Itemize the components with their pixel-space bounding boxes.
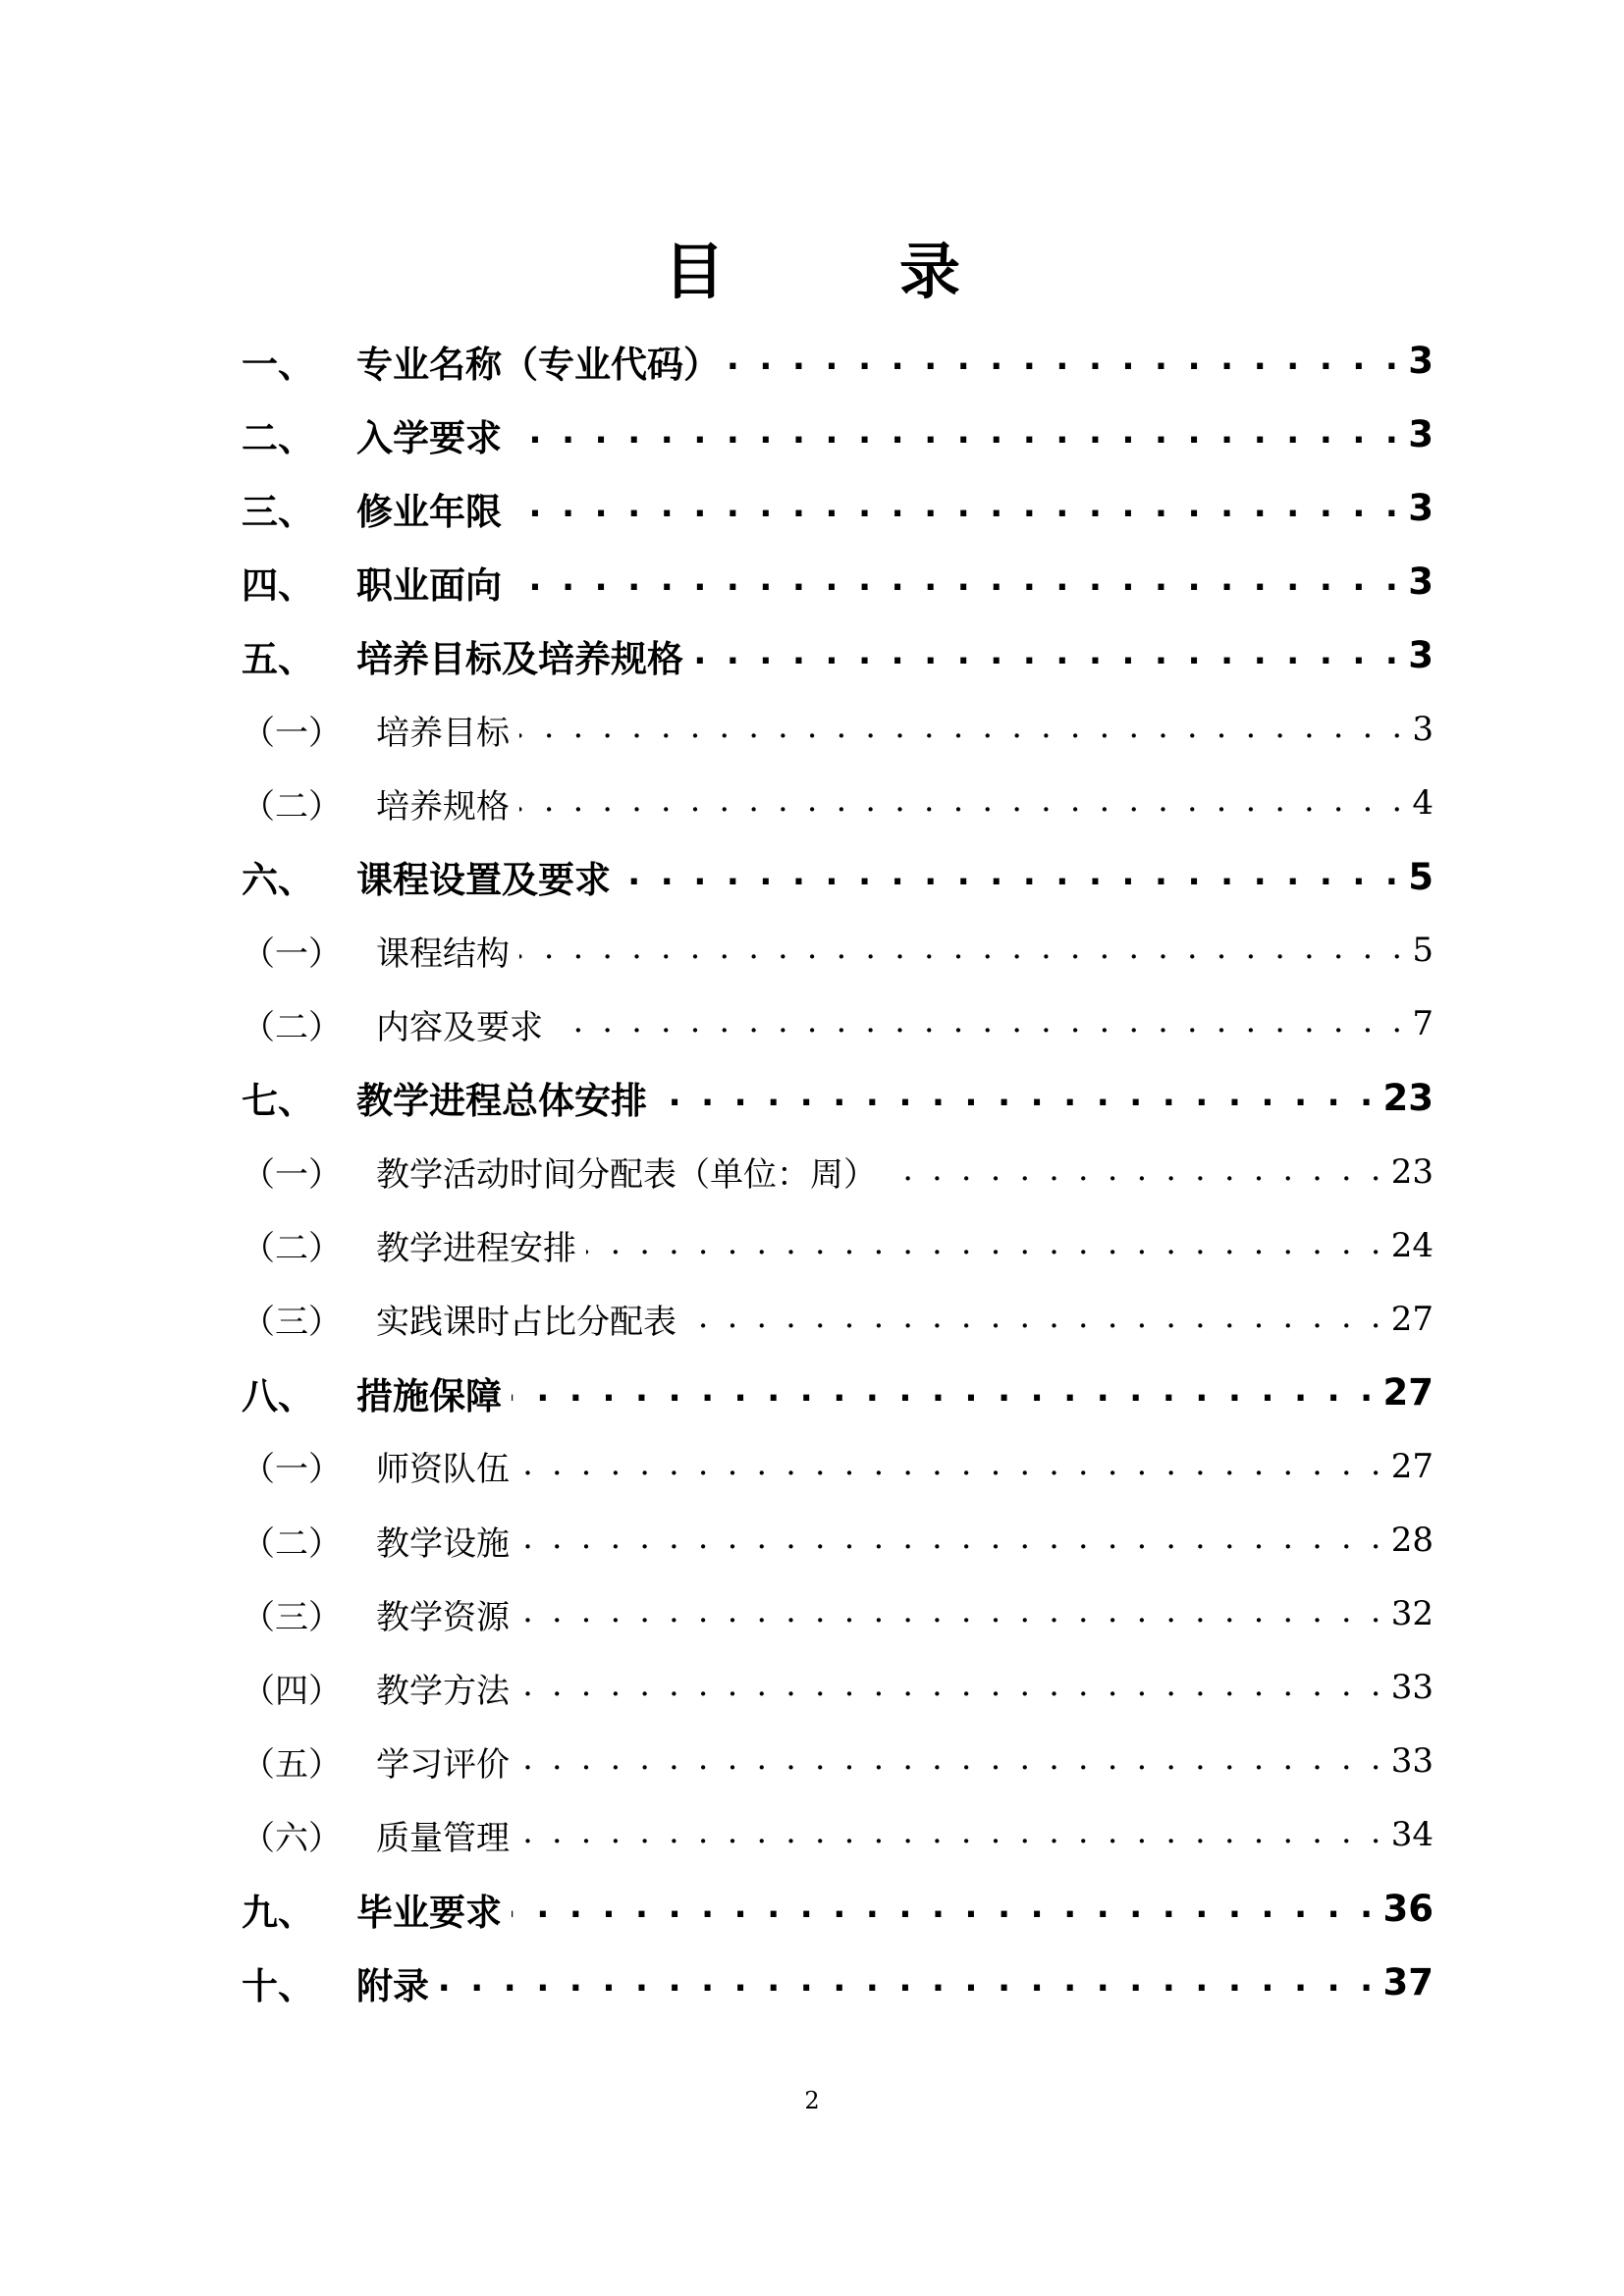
toc-entry-page: 3: [1408, 561, 1434, 604]
toc-entry-label: 教学方法: [376, 1671, 510, 1711]
toc-dot-leader: [519, 783, 1406, 823]
toc-dot-leader: [586, 1226, 1385, 1265]
toc-dot-leader: [730, 342, 1402, 381]
toc-entry-label: 培养目标及培养规格: [356, 637, 683, 680]
toc-dot-leader: [621, 857, 1402, 896]
toc-entry-label: 学习评价: [376, 1744, 510, 1785]
toc-entry-page: 37: [1382, 1961, 1434, 2004]
toc-entry-subsection[interactable]: [242, 1135, 1434, 1208]
toc-entry-page: 28: [1390, 1521, 1434, 1561]
toc-entry-page: 33: [1390, 1741, 1434, 1782]
toc-entry-page: 33: [1390, 1668, 1434, 1708]
toc-entry-label: 毕业要求: [356, 1891, 502, 1934]
toc-entry-page: 5: [1408, 855, 1434, 898]
toc-entry-subsection[interactable]: [242, 1208, 1434, 1282]
toc-entry-label: 课程设置及要求: [356, 859, 611, 902]
toc-dot-leader: [512, 415, 1402, 454]
toc-entry-page: 3: [1412, 710, 1434, 750]
toc-entry-number: （一）: [242, 1450, 342, 1490]
toc-dot-leader: [887, 1152, 1385, 1192]
toc-entry-number: （二）: [242, 1229, 342, 1269]
toc-entry-number: （二）: [242, 1523, 342, 1564]
toc-entry-number: （二）: [242, 786, 342, 827]
toc-entry-subsection[interactable]: [242, 1798, 1434, 1872]
toc-entry-subsection[interactable]: [242, 1429, 1434, 1503]
toc-entry-section[interactable]: [242, 840, 1434, 914]
toc-dot-leader: [512, 562, 1402, 602]
toc-entry-number: （一）: [242, 713, 342, 753]
toc-entry-number: （三）: [242, 1597, 342, 1637]
toc-entry-page: 3: [1408, 634, 1434, 677]
toc-entry-page: 3: [1408, 340, 1434, 383]
toc-entry-number: 五、: [242, 637, 314, 680]
toc-dot-leader: [519, 710, 1406, 749]
toc-dot-leader: [519, 1741, 1385, 1781]
toc-entry-page: 27: [1390, 1446, 1434, 1486]
toc-entry-label: 措施保障: [356, 1374, 502, 1417]
toc-entry-label: 教学进程安排: [376, 1229, 576, 1269]
toc-entry-label: 专业名称（专业代码）: [356, 343, 720, 386]
toc-entry-section[interactable]: [242, 324, 1434, 398]
toc-entry-section[interactable]: [242, 471, 1434, 545]
toc-entry-label: 实践课时占比分配表: [376, 1303, 677, 1343]
toc-entry-subsection[interactable]: [242, 1282, 1434, 1356]
page-number: 2: [804, 2087, 820, 2114]
toc-entry-number: 十、: [242, 1964, 314, 2007]
toc-entry-number: 七、: [242, 1080, 314, 1123]
toc-entry-subsection[interactable]: [242, 914, 1434, 988]
toc-entry-label: 教学活动时间分配表（单位：周）: [376, 1155, 877, 1196]
toc-entry-subsection[interactable]: [242, 692, 1434, 766]
toc-entry-page: 32: [1390, 1594, 1434, 1634]
toc-entry-page: 27: [1390, 1299, 1434, 1339]
toc-entry-label: 教学进程总体安排: [356, 1080, 647, 1123]
toc-entry-subsection[interactable]: [242, 767, 1434, 840]
toc-entry-number: （二）: [242, 1007, 342, 1047]
toc-entry-label: 职业面向: [356, 563, 502, 607]
toc-entry-section[interactable]: [242, 545, 1434, 618]
table-of-contents: [242, 324, 1434, 2019]
toc-entry-page: 7: [1412, 1004, 1434, 1044]
toc-entry-label: 教学设施: [376, 1523, 510, 1564]
toc-entry-section[interactable]: [242, 1061, 1434, 1135]
toc-entry-page: 36: [1382, 1888, 1434, 1931]
toc-entry-page: 23: [1382, 1076, 1434, 1119]
toc-entry-number: 三、: [242, 490, 314, 533]
toc-dot-leader: [519, 1815, 1385, 1854]
toc-entry-section[interactable]: [242, 618, 1434, 692]
toc-dot-leader: [519, 931, 1406, 970]
toc-entry-page: 23: [1390, 1151, 1434, 1192]
toc-entry-subsection[interactable]: [242, 1651, 1434, 1725]
toc-entry-label: 内容及要求: [376, 1007, 543, 1047]
toc-entry-number: （一）: [242, 1155, 342, 1196]
toc-entry-label: 质量管理: [376, 1818, 510, 1858]
toc-dot-leader: [512, 489, 1402, 528]
toc-entry-number: （一）: [242, 934, 342, 974]
toc-entry-page: 27: [1382, 1371, 1434, 1415]
toc-entry-number: （四）: [242, 1671, 342, 1711]
toc-entry-section[interactable]: [242, 398, 1434, 471]
toc-entry-page: 3: [1408, 413, 1434, 456]
toc-entry-section[interactable]: [242, 1872, 1434, 1946]
toc-entry-subsection[interactable]: [242, 988, 1434, 1061]
toc-entry-page: 24: [1390, 1225, 1434, 1265]
toc-entry-subsection[interactable]: [242, 1577, 1434, 1651]
toc-dot-leader: [512, 1890, 1378, 1929]
toc-entry-section[interactable]: [242, 1356, 1434, 1429]
toc-dot-leader: [686, 1300, 1385, 1339]
toc-entry-label: 修业年限: [356, 490, 502, 533]
toc-entry-page: 3: [1408, 487, 1434, 530]
toc-entry-label: 师资队伍: [376, 1450, 510, 1490]
toc-dot-leader: [512, 1373, 1378, 1413]
toc-dot-leader: [657, 1078, 1378, 1117]
toc-entry-number: 八、: [242, 1374, 314, 1417]
toc-dot-leader: [519, 1594, 1385, 1633]
toc-entry-subsection[interactable]: [242, 1504, 1434, 1577]
toc-entry-page: 4: [1412, 783, 1434, 824]
toc-entry-number: 九、: [242, 1891, 314, 1934]
toc-entry-label: 培养目标: [376, 713, 510, 753]
toc-entry-number: （六）: [242, 1818, 342, 1858]
page-title: 目 录: [663, 236, 1017, 307]
toc-entry-label: 培养规格: [376, 786, 510, 827]
toc-entry-page: 34: [1390, 1815, 1434, 1855]
toc-entry-number: 四、: [242, 563, 314, 607]
toc-dot-leader: [519, 1668, 1385, 1707]
toc-entry-label: 入学要求: [356, 416, 502, 459]
toc-dot-leader: [553, 1004, 1406, 1043]
toc-entry-number: （五）: [242, 1744, 342, 1785]
toc-entry-number: （三）: [242, 1303, 342, 1343]
toc-entry-number: 六、: [242, 859, 314, 902]
toc-dot-leader: [519, 1447, 1385, 1486]
toc-entry-subsection[interactable]: [242, 1725, 1434, 1798]
toc-entry-label: 附录: [356, 1964, 429, 2007]
toc-entry-number: 一、: [242, 343, 314, 386]
toc-dot-leader: [439, 1963, 1378, 2002]
toc-dot-leader: [519, 1521, 1385, 1560]
toc-entry-label: 教学资源: [376, 1597, 510, 1637]
toc-entry-label: 课程结构: [376, 934, 510, 974]
toc-entry-number: 二、: [242, 416, 314, 459]
toc-entry-section[interactable]: [242, 1946, 1434, 2019]
toc-dot-leader: [693, 636, 1402, 675]
toc-entry-page: 5: [1412, 931, 1434, 971]
